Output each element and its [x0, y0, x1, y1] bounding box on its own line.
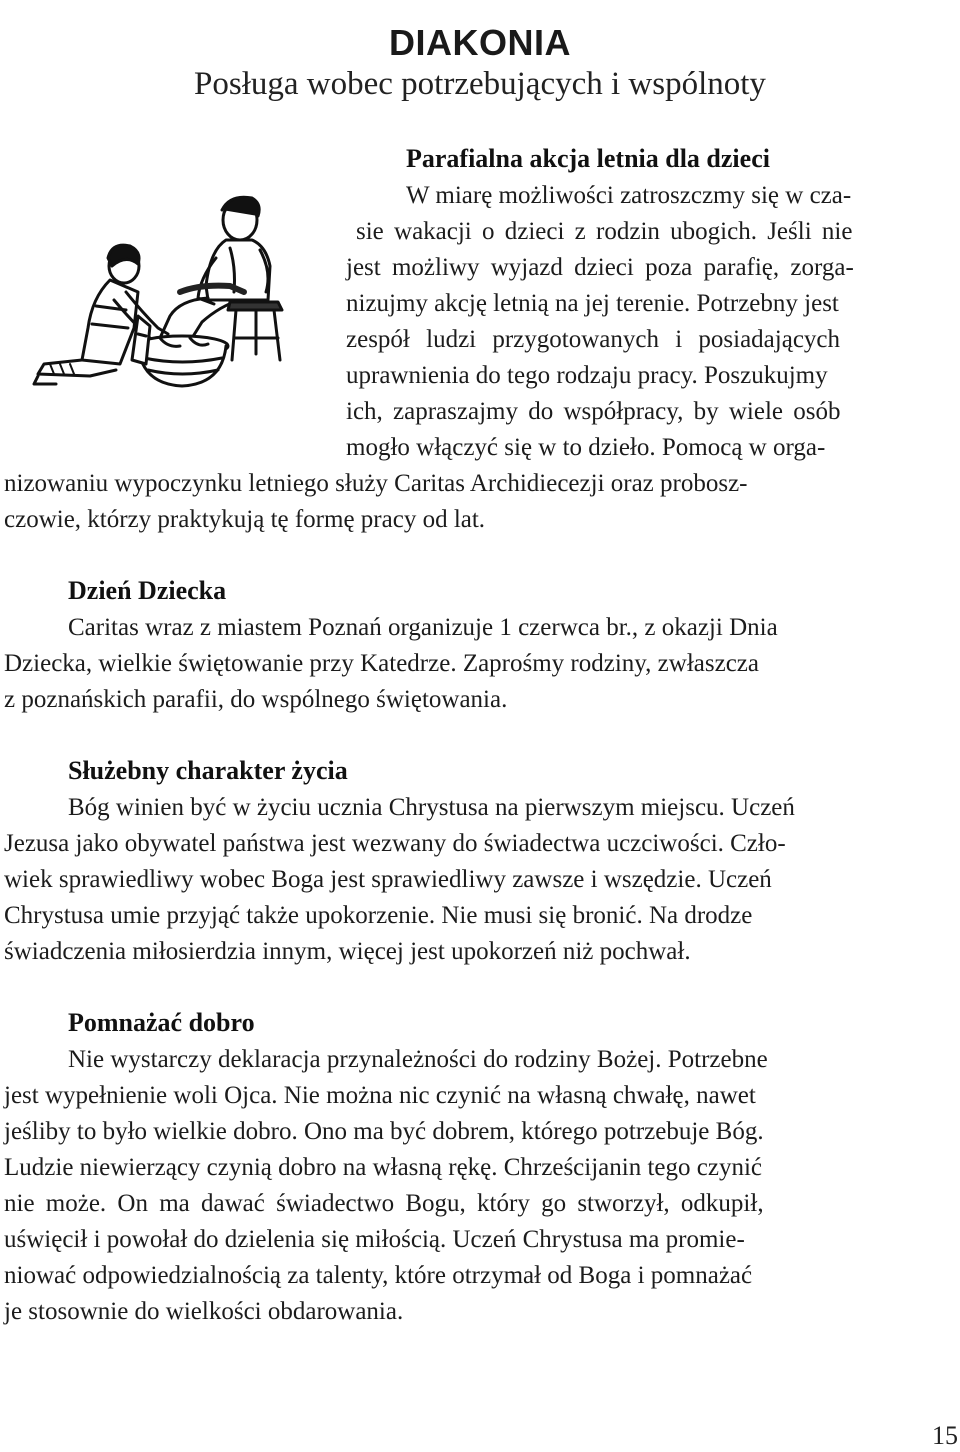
section-heading: Parafialna akcja letnia dla dzieci — [406, 144, 770, 173]
body-line: sie wakacji o dzieci z rodzin ubogich. Jeśli nie — [356, 218, 853, 245]
body-line: świadczenia miłosierdzia innym, więcej jest upokorzeń niż pochwał. — [4, 938, 691, 965]
body-line: ich, zapraszajmy do współpracy, by wiele osób — [346, 398, 841, 425]
body-line: Chrystusa umie przyjąć także upokorzenie. Nie musi się bronić. Na drodze — [4, 902, 753, 929]
body-line: Caritas wraz z miastem Poznań organizuje 1 czerwca br., z okazji Dnia — [68, 614, 778, 641]
page-number: 15 — [932, 1421, 958, 1450]
body-line: Jezusa jako obywatel państwa jest wezwany do świadectwa uczciwości. Czło- — [4, 830, 786, 857]
body-line: niować odpowiedzialnością za talenty, które otrzymał od Boga i pomnażać — [4, 1262, 753, 1289]
section-heading: Pomnażać dobro — [68, 1008, 255, 1037]
body-line: czowie, którzy praktykują tę formę pracy od lat. — [4, 506, 486, 533]
body-line: nizujmy akcję letnią na jej terenie. Potrzebny jest — [346, 290, 839, 317]
body-line: wiek sprawiedliwy wobec Boga jest sprawiedliwy zawsze i wszędzie. Uczeń — [4, 866, 772, 893]
body-line: Dziecka, wielkie świętowanie przy Katedrze. Zaprośmy rodziny, zwłaszcza — [4, 650, 759, 677]
body-line: Bóg winien być w życiu ucznia Chrystusa na pierwszym miejscu. Uczeń — [68, 794, 795, 821]
page-title: DIAKONIA — [389, 22, 571, 64]
body-line: uprawnienia do tego rodzaju pracy. Poszukujmy — [346, 362, 828, 389]
body-line: Ludzie niewierzący czynią dobro na własną rękę. Chrześcijanin tego czynić — [4, 1154, 762, 1181]
section-heading: Dzień Dziecka — [68, 576, 227, 605]
foot-washing-illustration — [30, 188, 308, 398]
body-line: nizowaniu wypoczynku letniego służy Caritas Archidiecezji oraz probosz- — [4, 470, 748, 497]
body-line: jest wypełnienie woli Ojca. Nie można nic czynić na własną chwałę, nawet — [4, 1082, 756, 1109]
body-line: je stosownie do wielkości obdarowania. — [4, 1298, 404, 1325]
section-heading: Służebny charakter życia — [68, 756, 348, 785]
body-line: uświęcił i powołał do dzielenia się miłością. Uczeń Chrystusa ma promie- — [4, 1226, 745, 1253]
body-line: Nie wystarczy deklaracja przynależności do rodziny Bożej. Potrzebne — [68, 1046, 768, 1073]
body-line: mogło włączyć się w to dzieło. Pomocą w orga- — [346, 434, 826, 461]
page-subtitle: Posługa wobec potrzebujących i wspólnoty — [194, 66, 766, 102]
body-line: nie może. On ma dawać świadectwo Bogu, który go stworzył, odkupił, — [4, 1190, 764, 1217]
body-line: z poznańskich parafii, do wspólnego świętowania. — [4, 686, 508, 713]
body-line: jeśliby to było wielkie dobro. Ono ma być dobrem, którego potrzebuje Bóg. — [4, 1118, 764, 1145]
body-line: zespół ludzi przygotowanych i posiadających — [346, 326, 841, 353]
body-line: jest możliwy wyjazd dzieci poza parafię, zorga- — [346, 254, 854, 281]
body-line: W miarę możliwości zatroszczmy się w cza- — [406, 182, 852, 209]
